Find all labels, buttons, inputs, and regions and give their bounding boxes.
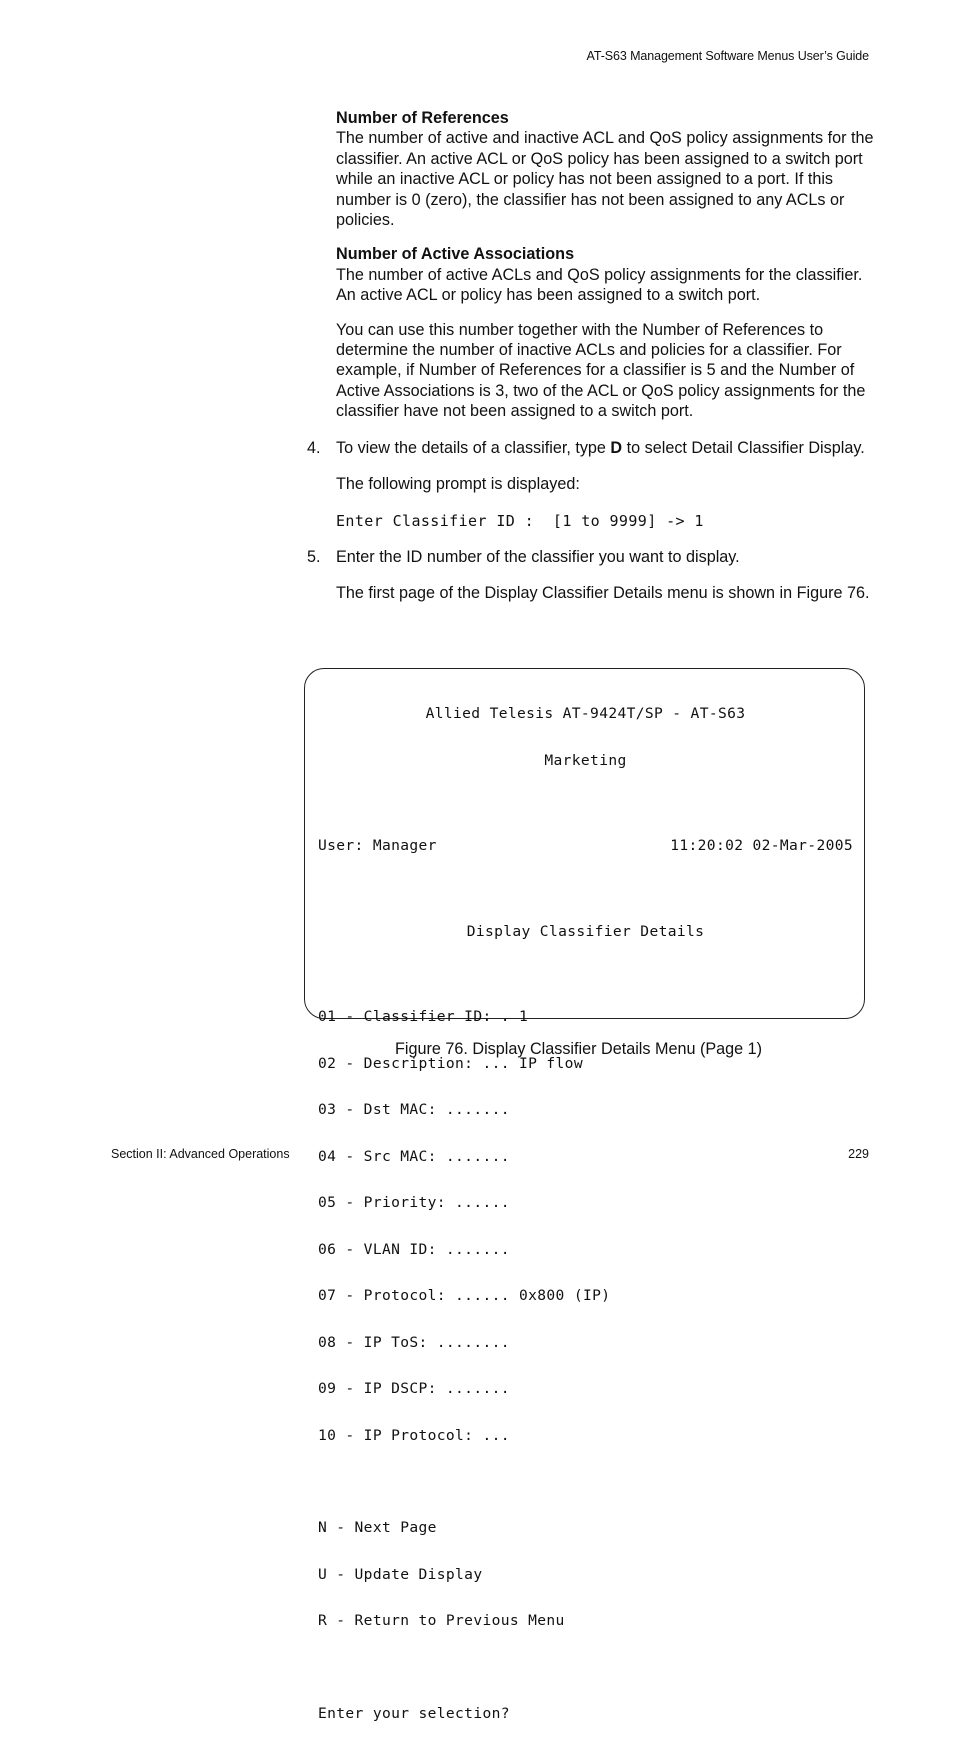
screen-user-row — [318, 838, 853, 854]
screen-user: User: Manager — [318, 837, 437, 854]
page-number: 229 — [848, 1147, 869, 1161]
screen-menu-title: Display Classifier Details — [466, 922, 705, 940]
menu-field-05: 05 - Priority: ...... — [318, 1194, 510, 1211]
menu-field-04: 04 - Src MAC: ....... — [318, 1147, 510, 1165]
associations-text-2: You can use this number together with the Number of References to determine the number of inactive ACLs and policies for a classifier. For example, if Number of References for a classifier is 5 and the Number of Active Associations is 3, two of the ACL or QoS policy assignments for the classifier have not been assigned to a switch port. — [336, 320, 866, 421]
step-4-key: D — [610, 438, 623, 457]
menu-field-02: 02 - Description: ... IP flow — [318, 1054, 583, 1072]
terminal-text — [318, 675, 853, 1752]
menu-field-06: 06 - VLAN ID: ....... — [318, 1240, 510, 1258]
step-4-text-before: To view the details of a classifier, type — [336, 438, 611, 457]
menu-field-08: 08 - IP ToS: ........ — [318, 1333, 510, 1351]
prompt-intro: The following prompt is displayed: — [336, 475, 580, 494]
step-5-text: Enter the ID number of the classifier you want to display. — [336, 547, 740, 566]
step-4-number: 4. — [307, 438, 321, 457]
step-5 — [307, 547, 876, 567]
prompt-code: Enter Classifier ID : [1 to 9999] -> 1 — [336, 511, 704, 530]
body-content — [307, 108, 876, 618]
menu-field-09: 09 - IP DSCP: ....... — [318, 1380, 510, 1397]
screen-title-line-2: Marketing — [544, 751, 627, 769]
menu-option-return: R - Return to Previous Menu — [318, 1612, 565, 1629]
references-text: The number of active and inactive ACL and QoS policy assignments for the classifier. An active ACL or QoS policy has been assigned to a switch port while an inactive ACL or policy has not been assigned to a port. If this number is 0 (zero), the classifier has not been assigned to any ACLs or policies. — [336, 129, 874, 230]
step-4 — [307, 438, 876, 458]
menu-field-03: 03 - Dst MAC: ....... — [318, 1101, 510, 1118]
step-4-text-after: to select Detail Classifier Display. — [622, 438, 865, 457]
screen-timestamp: 11:20:02 02-Mar-2005 — [670, 837, 853, 854]
references-heading: Number of References — [336, 109, 509, 127]
running-header: AT-S63 Management Software Menus User’s Guide — [586, 49, 869, 63]
menu-field-07: 07 - Protocol: ...... 0x800 (IP) — [318, 1287, 611, 1304]
figure-caption: Figure 76. Display Classifier Details Menu (Page 1) — [395, 1040, 763, 1058]
associations-text-1: The number of active ACLs and QoS policy assignments for the classifier. An active ACL or policy has been assigned to a switch port. — [336, 265, 863, 305]
footer-section: Section II: Advanced Operations — [111, 1147, 290, 1161]
menu-field-10: 10 - IP Protocol: ... — [318, 1426, 510, 1444]
menu-field-01: 01 - Classifier ID: . 1 — [318, 1008, 529, 1025]
screen-prompt: Enter your selection? — [318, 1704, 510, 1722]
menu-option-next-page: N - Next Page — [318, 1519, 437, 1536]
menu-option-update-display: U - Update Display — [318, 1565, 483, 1583]
step-5-note: The first page of the Display Classifier Details menu is shown in Figure 76. — [336, 584, 870, 603]
step-5-number: 5. — [307, 547, 321, 566]
screen-title-line-1: Allied Telesis AT-9424T/SP - AT-S63 — [425, 705, 746, 722]
associations-heading: Number of Active Associations — [336, 245, 575, 264]
